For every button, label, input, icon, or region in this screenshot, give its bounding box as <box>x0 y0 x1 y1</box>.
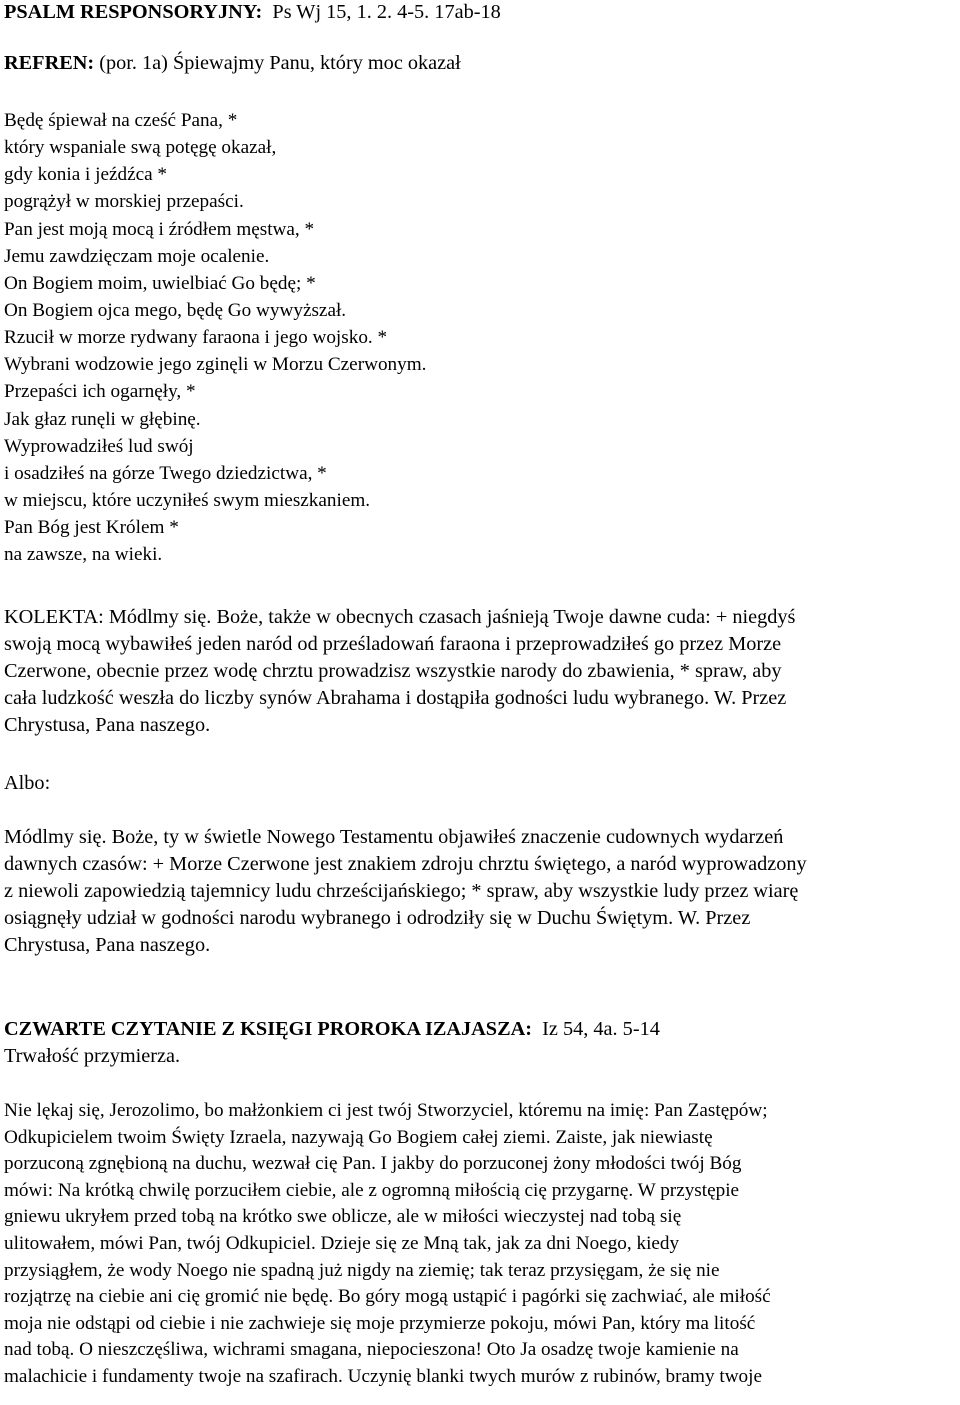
reading-line: rozjątrzę na ciebie ani cię gromić nie będę. Bo góry mogą ustąpić i pagórki się zachwiać, ale miłość <box>4 1286 771 1308</box>
psalm-line: Pan Bóg jest Królem * <box>4 517 179 539</box>
psalm-line: Pan jest moją mocą i źródłem męstwa, * <box>4 218 315 240</box>
psalm-header <box>4 0 501 24</box>
psalm-line: On Bogiem ojca mego, będę Go wywyższał. <box>4 299 347 321</box>
psalm-line: pogrążył w morskiej przepaści. <box>4 191 244 213</box>
prayer-line: Chrystusa, Pana naszego. <box>4 934 211 956</box>
prayer-line: Módlmy się. Boże, ty w świetle Nowego Testamentu objawiłeś znaczenie cudownych wydarzeń <box>4 826 784 848</box>
kolekta-paragraph <box>4 604 956 739</box>
reading-line: Odkupicielem twoim Święty Izraela, nazywają Go Bogiem całej ziemi. Zaiste, jak niewiastę <box>4 1126 713 1148</box>
psalm-line: On Bogiem moim, uwielbiać Go będę; * <box>4 272 316 294</box>
psalm-line: gdy konia i jeźdźca * <box>4 164 168 186</box>
reading-line: porzuconą zgnębioną na duchu, wezwał cię Pan. I jakby do porzuconej żony młodości twój Bóg <box>4 1153 742 1175</box>
psalm-line: który wspaniale swą potęgę okazał, <box>4 137 277 159</box>
psalm-line: w miejscu, które uczyniłeś swym mieszkaniem. <box>4 489 371 511</box>
psalm-verses <box>4 107 426 568</box>
reading-header <box>4 1016 956 1070</box>
kolekta-label: KOLEKTA <box>4 606 99 628</box>
reading-line: moja nie odstąpi od ciebie i nie zachwieje się moje przymierze pokoju, mówi Pan, który ma litość <box>4 1312 756 1334</box>
reading-reference: Iz 54, 4a. 5-14 <box>542 1018 660 1040</box>
reading-line: mówi: Na krótką chwilę porzuciłem ciebie, ale z ogromną miłością cię przygarnę. W przystępie <box>4 1179 740 1201</box>
reading-body <box>4 1098 956 1391</box>
refrain-text: (por. 1a) Śpiewajmy Panu, który moc okazał <box>99 52 461 74</box>
reading-line: gniewu ukryłem przed tobą na krótko swe oblicze, ale w miłości wieczystej nad tobą się <box>4 1206 682 1228</box>
psalm-line: Wyprowadziłeś lud swój <box>4 435 194 457</box>
refrain <box>4 51 461 75</box>
psalm-line: Przepaści ich ogarnęły, * <box>4 381 196 403</box>
kolekta-line: Chrystusa, Pana naszego. <box>4 714 211 736</box>
kolekta-line: cała ludzkość weszła do liczby synów Abrahama i dostąpiła godności ludu wybranego. W. Przez <box>4 687 787 709</box>
reading-line: przysiągłem, że wody Noego nie spadną już nigdy na ziemię; tak teraz przysięgam, że się nie <box>4 1259 720 1281</box>
kolekta-line: Czerwone, obecnie przez wodę chrztu prowadzisz wszystkie narody do zbawienia, * spraw, aby <box>4 660 782 682</box>
psalm-line: na zawsze, na wieki. <box>4 544 163 566</box>
albo-label: Albo: <box>4 772 51 794</box>
reading-line: malachicie i fundamenty twoje na szafirach. Uczynię blanki twych murów z rubinów, bramy twoje <box>4 1365 762 1387</box>
alternative-prayer <box>4 824 956 959</box>
refrain-label: REFREN: <box>4 52 95 74</box>
prayer-line: dawnych czasów: + Morze Czerwone jest znakiem zdroju chrztu świętego, a naród wyprowadzony <box>4 853 807 875</box>
kolekta-line: swoją mocą wybawiłeś jeden naród od prześladowań faraona i przeprowadziłeś go przez Morze <box>4 633 782 655</box>
psalm-line: Będę śpiewał na cześć Pana, * <box>4 110 238 131</box>
reading-line: nad tobą. O nieszczęśliwa, wichrami smagana, niepocieszona! Oto Ja osadzę twoje kamienie na <box>4 1339 739 1361</box>
reading-title: CZWARTE CZYTANIE Z KSIĘGI PROROKA IZAJASZA: <box>4 1018 533 1040</box>
psalm-line: Jemu zawdzięczam moje ocalenie. <box>4 245 270 267</box>
prayer-line: osiągnęły udział w godności narodu wybranego i odrodziły się w Duchu Świętym. W. Przez <box>4 907 751 929</box>
kolekta-line: : Módlmy się. Boże, także w obecnych czasach jaśnieją Twoje dawne cuda: + niegdyś <box>98 606 796 628</box>
psalm-line: Jak głaz runęli w głębinę. <box>4 408 201 430</box>
psalm-reference: Ps Wj 15, 1. 2. 4-5. 17ab-18 <box>272 1 501 23</box>
psalm-line: Wybrani wodzowie jego zginęli w Morzu Czerwonym. <box>4 354 427 376</box>
reading-line: ulitowałem, mówi Pan, twój Odkupiciel. Dzieje się ze Mną tak, jak za dni Noego, kiedy <box>4 1232 680 1254</box>
psalm-header-label: PSALM RESPONSORYJNY: <box>4 1 263 23</box>
psalm-line: i osadziłeś na górze Twego dziedzictwa, * <box>4 462 327 484</box>
reading-line: Nie lękaj się, Jerozolimo, bo małżonkiem ci jest twój Stworzyciel, któremu na imię: Pan Zastępów; <box>4 1100 768 1121</box>
psalm-line: Rzucił w morze rydwany faraona i jego wojsko. * <box>4 327 388 349</box>
prayer-line: z niewoli zapowiedzią tajemnicy ludu chrześcijańskiego; * spraw, aby wszystkie ludy przez wiarę <box>4 880 799 902</box>
reading-subtitle: Trwałość przymierza. <box>4 1045 181 1067</box>
